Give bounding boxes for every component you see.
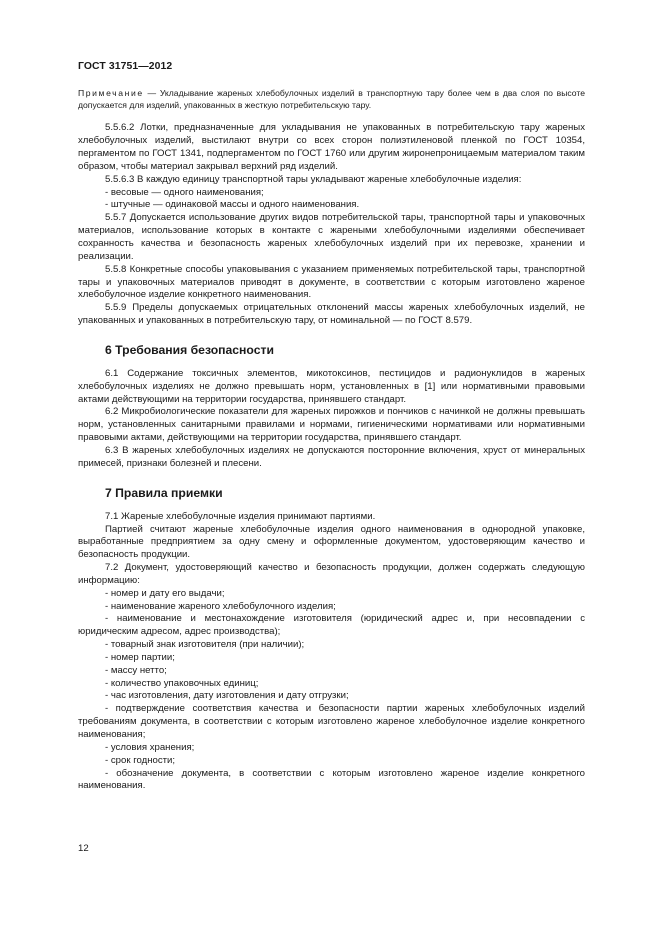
list-item: - срок годности; (105, 754, 176, 766)
clause-6-2: 6.2 Микробиологические показатели для жареных пирожков и пончиков с начинкой не должны превышать норм, установленных санитарными правилами и нормами, гигиеническими нормативами или нормативными правовыми актами, действующими на территории государства, принявшего стандарт. (78, 406, 585, 444)
list-item: - весовые — одного наименования; (105, 186, 264, 198)
list-item: - наименование и местонахождение изготовителя (юридический адрес и, при несовпадении с юридическим адресом, адрес производства); (78, 613, 585, 638)
note-label: Примечание (78, 88, 144, 98)
list-item: - товарный знак изготовителя (при наличии); (105, 639, 305, 651)
note-text: — Укладывание жареных хлебобулочных изделий в транспортную тару более чем в два слоя по высоте допускается для изделий, упакованных в жесткую потребительскую тару. (78, 88, 585, 111)
note (78, 87, 585, 111)
list-item: - обозначение документа, в соответствии с которым изготовлено жареное изделие конкретного наименования. (78, 767, 585, 792)
list-item: - количество упаковочных единиц; (105, 677, 259, 689)
clause-7-2: 7.2 Документ, удостоверяющий качество и безопасность продукции, должен содержать следующую информацию: (78, 562, 585, 586)
clause-7-1: 7.1 Жареные хлебобулочные изделия принимают партиями. (105, 510, 376, 522)
list-item: - номер партии; (105, 651, 175, 663)
list-item: - час изготовления, дату изготовления и дату отгрузки; (105, 690, 349, 702)
list-item: - условия хранения; (105, 741, 195, 753)
list-item: - наименование жареного хлебобулочного изделия; (105, 600, 336, 612)
list-item: - штучные — одинаковой массы и одного наименования. (105, 199, 360, 211)
clause-5-5-8: 5.5.8 Конкретные способы упаковывания с указанием применяемых потребительской тары, транспортной тары и упаковочных материалов приводят в документе, в соответствии с которым изготовлено жареное хлебобулочное изделие конкретного наименования. (78, 263, 585, 301)
document-body (78, 87, 585, 793)
page-number: 12 (78, 843, 89, 854)
standard-designation: ГОСТ 31751—2012 (78, 61, 173, 72)
list-item: - номер и дату его выдачи; (105, 587, 225, 599)
clause-6-3: 6.3 В жареных хлебобулочных изделиях не допускаются посторонние включения, хруст от минеральных примесей, признаки болезней и плесени. (78, 444, 585, 469)
clause-5-5-6-2: 5.5.6.2 Лотки, предназначенные для укладывания не упакованных в потребительскую тару жареных хлебобулочных изделий, выстилают внутри со всех сторон полиэтиленовой пленкой по ГОСТ 10354, пергаментом по ГОСТ 1341, подпергаментом по ГОСТ 1760 или другим жиронепроницаемым материалом таким образом, чтобы материал закрывал верхний ряд изделий. (78, 122, 585, 172)
list-item: - массу нетто; (105, 664, 167, 676)
list-item: - подтверждение соответствия качества и безопасности партии жареных хлебобулочных изделий требованиям документа, в соответствии с которым изготовлено жареное хлебобулочное изделие конкретного наименования; (78, 703, 585, 740)
clause-5-5-7: 5.5.7 Допускается использование других видов потребительской тары, транспортной тары и упаковочных материалов, использование которых в контакте с жареными хлебобулочными изделиями обеспечивает сохранность качества и безопасность жареных хлебобулочных изделий при их перевозке, хранении и реализации. (78, 212, 585, 262)
clause-5-5-9: 5.5.9 Пределы допускаемых отрицательных отклонений массы жареных хлебобулочных изделий, не упакованных и упакованных в потребительскую тару, от номинальной — по ГОСТ 8.579. (78, 302, 585, 327)
section-heading-7: 7 Правила приемки (105, 485, 223, 500)
clause-6-1: 6.1 Содержание токсичных элементов, микотоксинов, пестицидов и радионуклидов в жареных хлебобулочных изделиях не должно превышать норм, установленных в [1] или нормативными правовыми актами действующими на территории государства, принявшего стандарт. (78, 367, 585, 405)
section-heading-6: 6 Требования безопасности (105, 342, 274, 357)
clause-5-5-6-3: 5.5.6.3 В каждую единицу транспортной тары укладывают жареные хлебобулочные изделия: (105, 173, 522, 185)
clause-7-1-batch: Партией считают жареные хлебобулочные изделия одного наименования в однородной упаковке, выработанные предприятием за одну смену и оформленные документом, удостоверяющим качество и безопасность продукции. (78, 523, 585, 561)
